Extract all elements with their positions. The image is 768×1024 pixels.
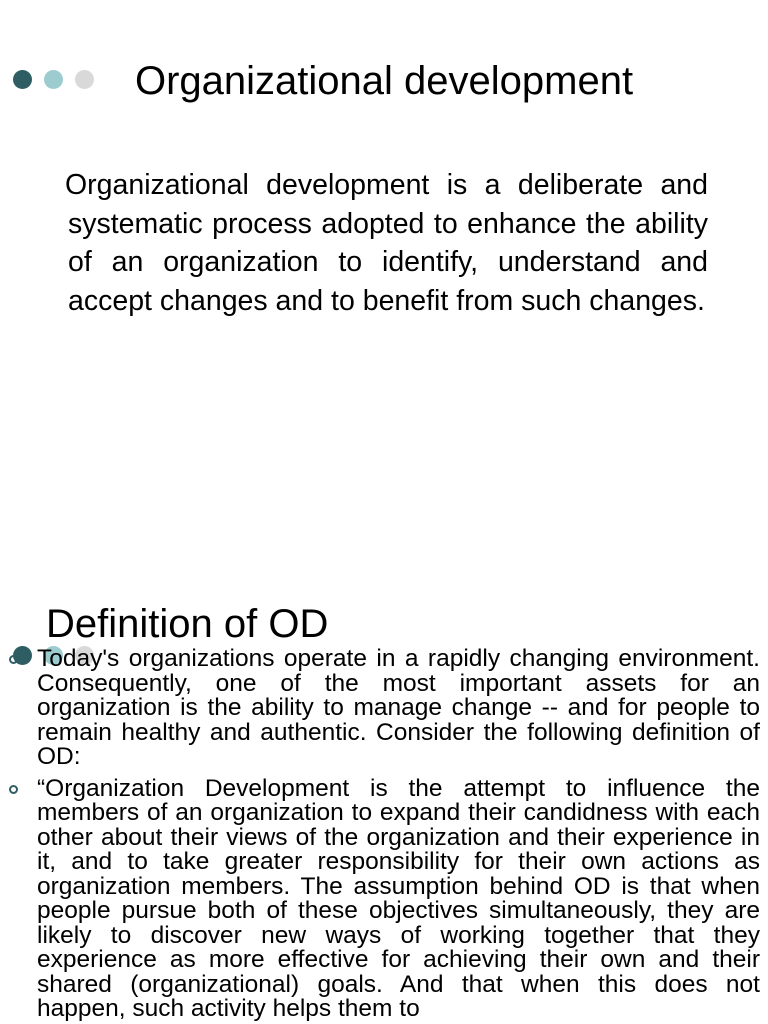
gray-dot-icon bbox=[75, 70, 94, 89]
light-teal-dot-icon bbox=[44, 70, 63, 89]
slide-body-text: Organizational development is a deliberate and systematic process adopted to enhance the ability of an organization to identify, understand and accept changes and to benefit from such changes. bbox=[65, 169, 708, 317]
circle-bullet-icon bbox=[9, 655, 18, 664]
dark-teal-dot-icon bbox=[13, 70, 32, 89]
slide-title: Organizational development bbox=[135, 59, 634, 103]
slide-decoration-dots bbox=[13, 70, 94, 89]
slide-title: Definition of OD bbox=[46, 602, 329, 646]
definition-bullet-list bbox=[0, 647, 768, 1024]
list-item bbox=[0, 647, 760, 770]
circle-bullet-icon bbox=[9, 785, 18, 794]
slide-definition-of-od bbox=[0, 560, 768, 1024]
bullet-text: “Organization Development is the attempt to influence the members of an organization to expand their candidness with each other about their views of the organization and their experience in it, and to take greater responsibility for their own actions as organization members. The assumption behind OD is that when people pursue both of these objectives simultaneously, they are likely to discover new ways of working together that they experience as more effective for achieving their own and their shared (organizational) goals. And that when this does not happen, such activity helps them to bbox=[37, 774, 760, 1022]
bullet-text: Today's organizations operate in a rapidly changing environment. Consequently, one of the most important assets for an organization is the ability to manage change -- and for people to remain healthy and authentic. Consider the following definition of OD: bbox=[37, 645, 760, 770]
list-item bbox=[0, 774, 760, 1022]
